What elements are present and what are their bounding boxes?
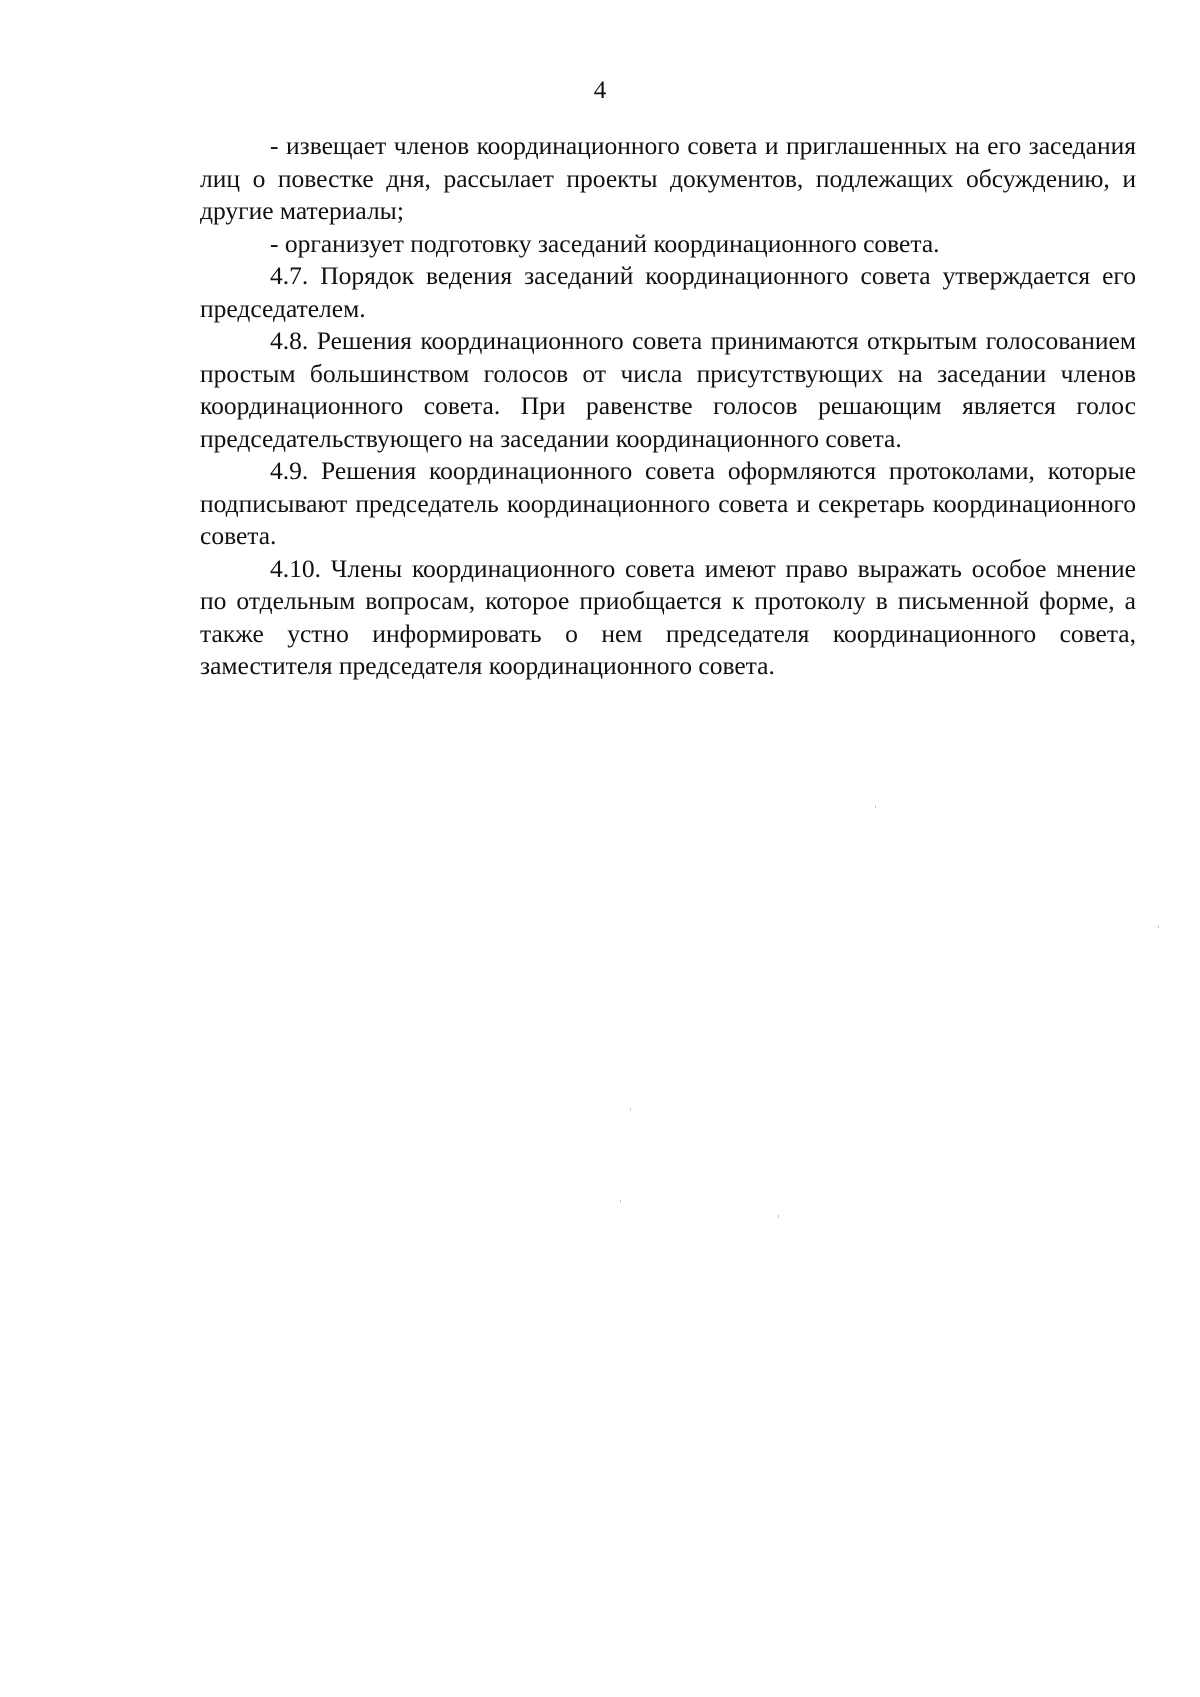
paragraph-4-9: 4.9. Решения координационного совета оформляются протоколами, которые подписывают председатель координационного совета и секретарь координационного совета.: [200, 456, 1136, 550]
document-body: [200, 130, 1136, 683]
scan-speck: [620, 1200, 621, 1203]
scan-speck: [630, 1108, 631, 1111]
page-number: 4: [593, 77, 607, 104]
scan-speck: [778, 1215, 779, 1218]
paragraph-organize-meetings: - организует подготовку заседаний координационного совета.: [270, 228, 940, 258]
paragraph-4-7: 4.7. Порядок ведения заседаний координационного совета утверждается его председателем.: [200, 261, 1136, 323]
scan-speck: [875, 805, 876, 808]
paragraph-4-8: 4.8. Решения координационного совета принимаются открытым голосованием простым большинством голосов от числа присутствующих на заседании членов координационного совета. При равенстве голосов решающим является голос председательствующего на заседании координационного совета.: [200, 326, 1136, 453]
paragraph-4-10: 4.10. Члены координационного совета имеют право выражать особое мнение по отдельным вопросам, которое приобщается к протоколу в письменной форме, а также устно информировать о нем председателя координационного совета, заместителя председателя координационного совета.: [200, 553, 1136, 680]
paragraph-notify-members: - извещает членов координационного совета и приглашенных на его заседания лиц о повестке дня, рассылает проекты документов, подлежащих обсуждению, и другие материалы;: [200, 131, 1136, 225]
scan-speck: [1158, 925, 1159, 928]
